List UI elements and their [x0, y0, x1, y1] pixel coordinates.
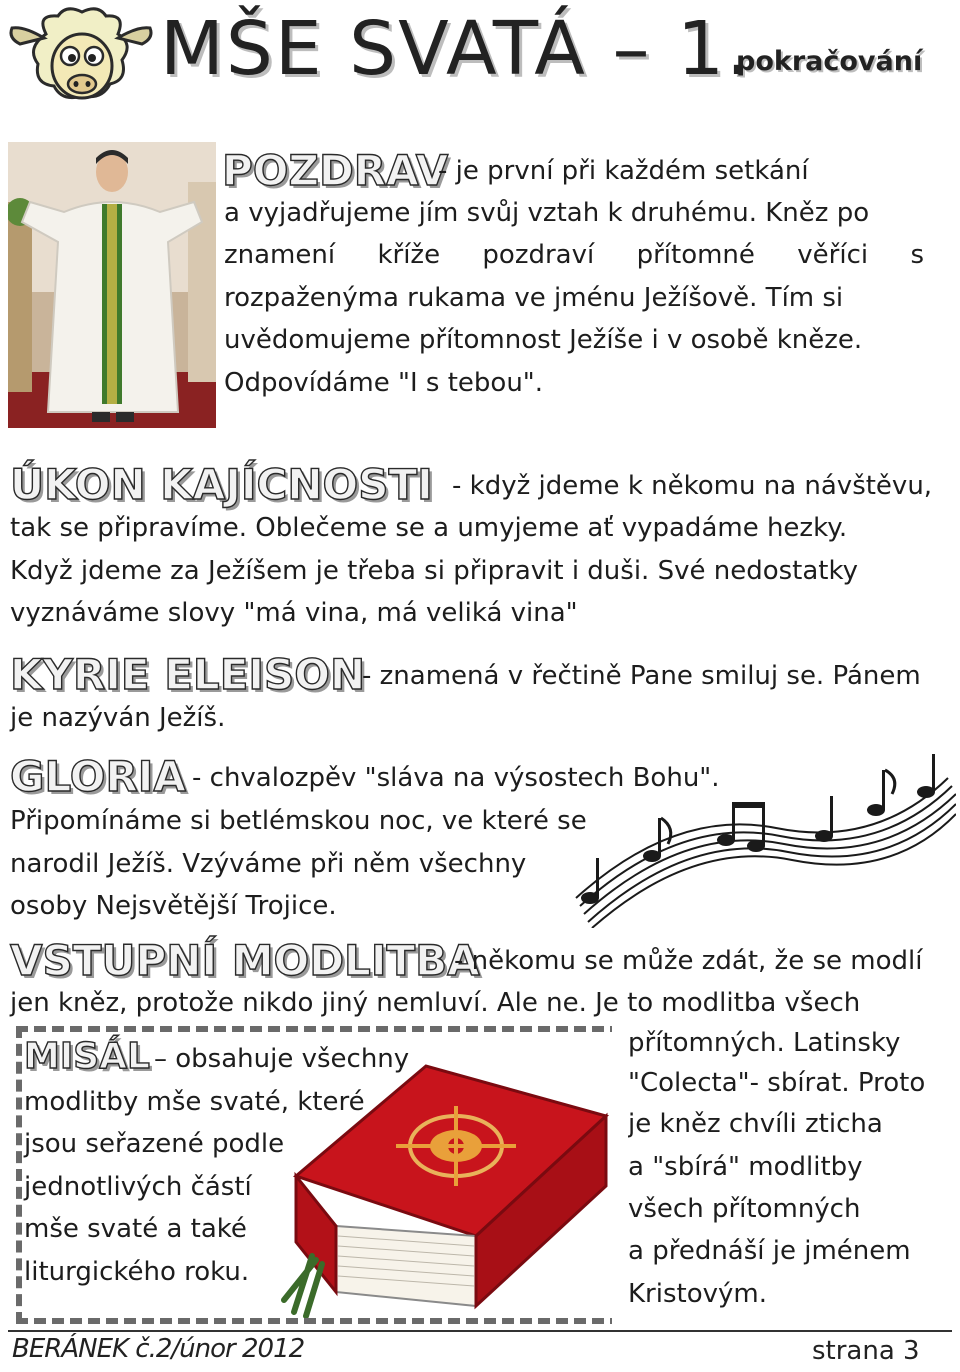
- footer-divider: [8, 1330, 952, 1332]
- vstupni-right-line-5: všech přítomných: [628, 1194, 861, 1224]
- priest-photo: [8, 142, 216, 428]
- heading-misal: MISÁL: [24, 1036, 150, 1077]
- vstupni-line-2: jen kněz, protože nikdo jiný nemluví. Ale ne. Je to modlitba všech: [10, 988, 861, 1018]
- heading-kyrie-eleison: KYRIE ELEISON: [10, 650, 366, 699]
- page-subtitle: pokračování: [736, 46, 923, 77]
- page-number: strana 3: [812, 1336, 920, 1366]
- vstupni-right-line-4: a "sbírá" modlitby: [628, 1152, 863, 1182]
- heading-ukon-kajicnosti: ÚKON KAJÍCNOSTI: [10, 460, 433, 509]
- gloria-line-3: narodil Ježíš. Vzýváme při něm všechny: [10, 849, 527, 879]
- misal-line-3: jsou seřazené podle: [24, 1129, 285, 1159]
- dash-gap: [612, 1026, 628, 1326]
- misal-line-5: mše svaté a také: [24, 1214, 247, 1244]
- gloria-line-2: Připomínáme si betlémskou noc, ve které se: [10, 806, 587, 836]
- pozdrav-line-6: Odpovídáme "I s tebou".: [224, 368, 544, 398]
- kyrie-line-1: - znamená v řečtině Pane smiluj se. Pánem: [362, 661, 921, 691]
- pozdrav-line-5: uvědomujeme přítomnost Ježíše i v osobě kněze.: [224, 325, 863, 355]
- ukon-line-1: - když jdeme k někomu na návštěvu,: [452, 471, 933, 501]
- ukon-line-3: Když jdeme za Ježíšem je třeba si připravit i duši. Své nedostatky: [10, 556, 859, 586]
- footer-publication: BERÁNEK č.2/únor 2012: [12, 1334, 305, 1364]
- ukon-line-2: tak se připravíme. Oblečeme se a umyjeme ať vypadáme hezky.: [10, 513, 848, 543]
- pozdrav-line-3: znamení kříže pozdraví přítomné věříci s: [224, 240, 924, 270]
- vstupni-right-line-2: "Colecta"- sbírat. Proto: [628, 1068, 926, 1098]
- vstupni-right-line-3: je kněz chvíli zticha: [628, 1109, 883, 1139]
- misal-line-1: – obsahuje všechny: [154, 1044, 410, 1074]
- misal-line-6: liturgického roku.: [24, 1257, 250, 1287]
- gloria-line-1: - chvalozpěv "sláva na výsostech Bohu".: [192, 763, 720, 793]
- pozdrav-line-4: rozpaženýma rukama ve jménu Ježíšově. Tím si: [224, 283, 844, 313]
- heading-vstupni-modlitba: VSTUPNÍ MODLITBA: [10, 936, 480, 985]
- misal-line-2: modlitby mše svaté, které: [24, 1087, 365, 1117]
- vstupni-right-line-6: a přednáší je jménem: [628, 1236, 911, 1266]
- heading-gloria: GLORIA: [10, 752, 186, 801]
- kyrie-line-2: je nazýván Ježíš.: [10, 703, 226, 733]
- vstupni-right-line-7: Kristovým.: [628, 1279, 767, 1309]
- ukon-line-4: vyznáváme slovy "má vina, má veliká vina": [10, 598, 578, 628]
- misal-line-4: jednotlivých částí: [24, 1172, 252, 1202]
- heading-pozdrav: POZDRAV: [222, 146, 449, 195]
- page-title: MŠE SVATÁ – 1.: [160, 6, 752, 92]
- pozdrav-line-2: a vyjadřujeme jím svůj vztah k druhému. Kněz po: [224, 198, 870, 228]
- vstupni-right-line-1: přítomných. Latinsky: [628, 1028, 901, 1058]
- pozdrav-line-1: - je první při každém setkání: [438, 156, 809, 186]
- vstupni-line-1: - někomu se může zdát, že se modlí: [454, 946, 923, 976]
- lamb-logo-icon: [6, 4, 156, 124]
- gloria-line-4: osoby Nejsvětější Trojice.: [10, 891, 337, 921]
